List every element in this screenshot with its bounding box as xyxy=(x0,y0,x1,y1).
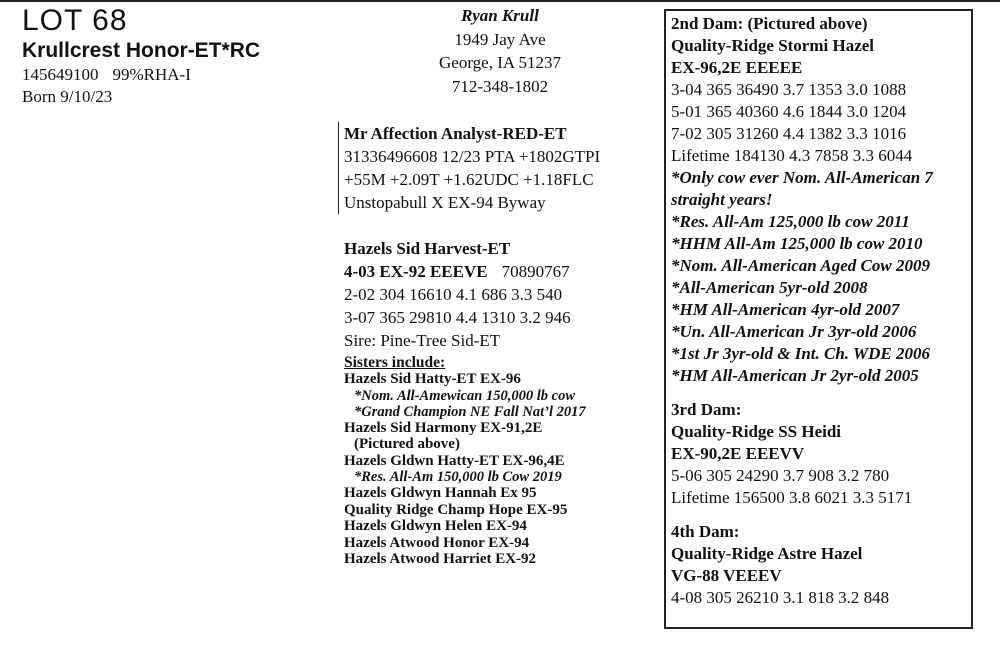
lot-title: LOT 68 xyxy=(22,4,128,37)
honor-line: *Res. All-Am 125,000 lb cow 2011 xyxy=(671,212,910,231)
honor-line: *Only cow ever Nom. All-American 7 xyxy=(671,168,933,187)
spacer xyxy=(671,509,971,521)
sister-name: Hazels Gldwn Hatty-ET EX-96,4E xyxy=(344,452,565,469)
top-rule xyxy=(0,0,1000,2)
dam-info xyxy=(344,237,664,568)
sister-name: Hazels Atwood Harriet EX-92 xyxy=(344,551,537,567)
sister-note: *Nom. All-Amewican 150,000 lb cow xyxy=(354,387,575,404)
sire-name: Mr Affection Analyst-RED-ET xyxy=(344,124,567,143)
breeder-phone: 712-348-1802 xyxy=(451,76,549,96)
fourth-dam-name: Quality-Ridge Astre Hazel xyxy=(671,544,863,563)
sister-name: Hazels Sid Harmony EX-91,2E xyxy=(344,419,543,436)
rha-value: 99%RHA-I xyxy=(112,65,191,84)
dam-record-1: 2-02 304 16610 4.1 686 3.3 540 xyxy=(344,285,563,304)
sister-name: Hazels Gldwyn Helen EX-94 xyxy=(344,518,527,534)
second-dam-record-3: 7-02 305 31260 4.4 1382 3.3 1016 xyxy=(671,124,907,143)
dam-class-line xyxy=(344,260,664,283)
second-dam-record-2: 5-01 365 40360 4.6 1844 3.0 1204 xyxy=(671,102,907,121)
honor-line: *Nom. All-American Aged Cow 2009 xyxy=(671,256,930,275)
dam-record-2: 3-07 365 29810 4.4 1310 3.2 946 xyxy=(344,308,571,327)
sister-note: (Pictured above) xyxy=(354,436,460,452)
second-dam-lifetime: Lifetime 184130 4.3 7858 3.3 6044 xyxy=(671,146,913,165)
third-dam-name: Quality-Ridge SS Heidi xyxy=(671,422,842,441)
breeder-address: 1949 Jay Ave xyxy=(454,29,546,49)
spacer xyxy=(671,387,971,399)
breeder-city: George, IA 51237 xyxy=(439,53,561,72)
second-dam-heading: 2nd Dam: (Pictured above) xyxy=(671,14,868,33)
registration-number: 145649100 xyxy=(22,65,99,84)
fourth-dam-record-1: 4-08 305 26210 3.1 818 3.2 848 xyxy=(671,588,890,607)
birth-date: Born 9/10/23 xyxy=(22,87,113,106)
animal-name: Krullcrest Honor-ET*RC xyxy=(22,39,261,62)
dam-registration: 70890767 xyxy=(501,262,570,281)
sisters-list xyxy=(344,371,664,568)
honor-line: *All-American 5yr-old 2008 xyxy=(671,278,868,297)
honor-line: straight years! xyxy=(671,190,773,209)
dam-classification: 4-03 EX-92 EEEVE xyxy=(344,262,488,281)
third-dam-record-1: 5-06 305 24290 3.7 908 3.2 780 xyxy=(671,466,890,485)
honor-line: *HHM All-Am 125,000 lb cow 2010 xyxy=(671,234,923,253)
fourth-dam-heading: 4th Dam: xyxy=(671,522,740,541)
sister-name: Hazels Atwood Honor EX-94 xyxy=(344,534,530,551)
third-dam-lifetime: Lifetime 156500 3.8 6021 3.3 5171 xyxy=(671,488,913,507)
third-dam-heading: 3rd Dam: xyxy=(671,400,742,419)
second-dam-record-1: 3-04 365 36490 3.7 1353 3.0 1088 xyxy=(671,80,907,99)
breeder-info xyxy=(410,4,590,98)
sire-line-2: +55M +2.09T +1.62UDC +1.18FLC xyxy=(344,170,594,189)
maternal-pedigree-box xyxy=(664,9,973,629)
sister-name: Hazels Sid Hatty-ET EX-96 xyxy=(344,371,521,387)
sire-info xyxy=(344,122,664,214)
second-dam-classification: EX-96,2E EEEEE xyxy=(671,58,803,77)
sister-note: *Grand Champion NE Fall Nat’l 2017 xyxy=(354,403,586,420)
sister-name: Hazels Gldwyn Hannah Ex 95 xyxy=(344,485,537,501)
registration-line xyxy=(22,64,322,86)
dam-name: Hazels Sid Harvest-ET xyxy=(344,239,511,258)
lot-info xyxy=(22,4,322,108)
sister-note: *Res. All-Am 150,000 lb Cow 2019 xyxy=(354,469,562,485)
dam-sire: Sire: Pine-Tree Sid-ET xyxy=(344,331,501,350)
third-dam-classification: EX-90,2E EEEVV xyxy=(671,444,805,463)
honor-line: *Un. All-American Jr 3yr-old 2006 xyxy=(671,322,917,341)
honor-line: *HM All-American 4yr-old 2007 xyxy=(671,300,900,319)
fourth-dam-classification: VG-88 VEEEV xyxy=(671,566,782,585)
honor-line: *HM All-American Jr 2yr-old 2005 xyxy=(671,366,919,385)
breeder-name: Ryan Krull xyxy=(461,6,539,25)
sire-line-1: 31336496608 12/23 PTA +1802GTPI xyxy=(344,147,601,166)
sisters-heading: Sisters include: xyxy=(344,354,446,371)
second-dam-name: Quality-Ridge Stormi Hazel xyxy=(671,36,875,55)
sire-line-3: Unstopabull X EX-94 Byway xyxy=(344,193,546,212)
sister-name: Quality Ridge Champ Hope EX-95 xyxy=(344,501,568,518)
honor-line: *1st Jr 3yr-old & Int. Ch. WDE 2006 xyxy=(671,344,930,363)
